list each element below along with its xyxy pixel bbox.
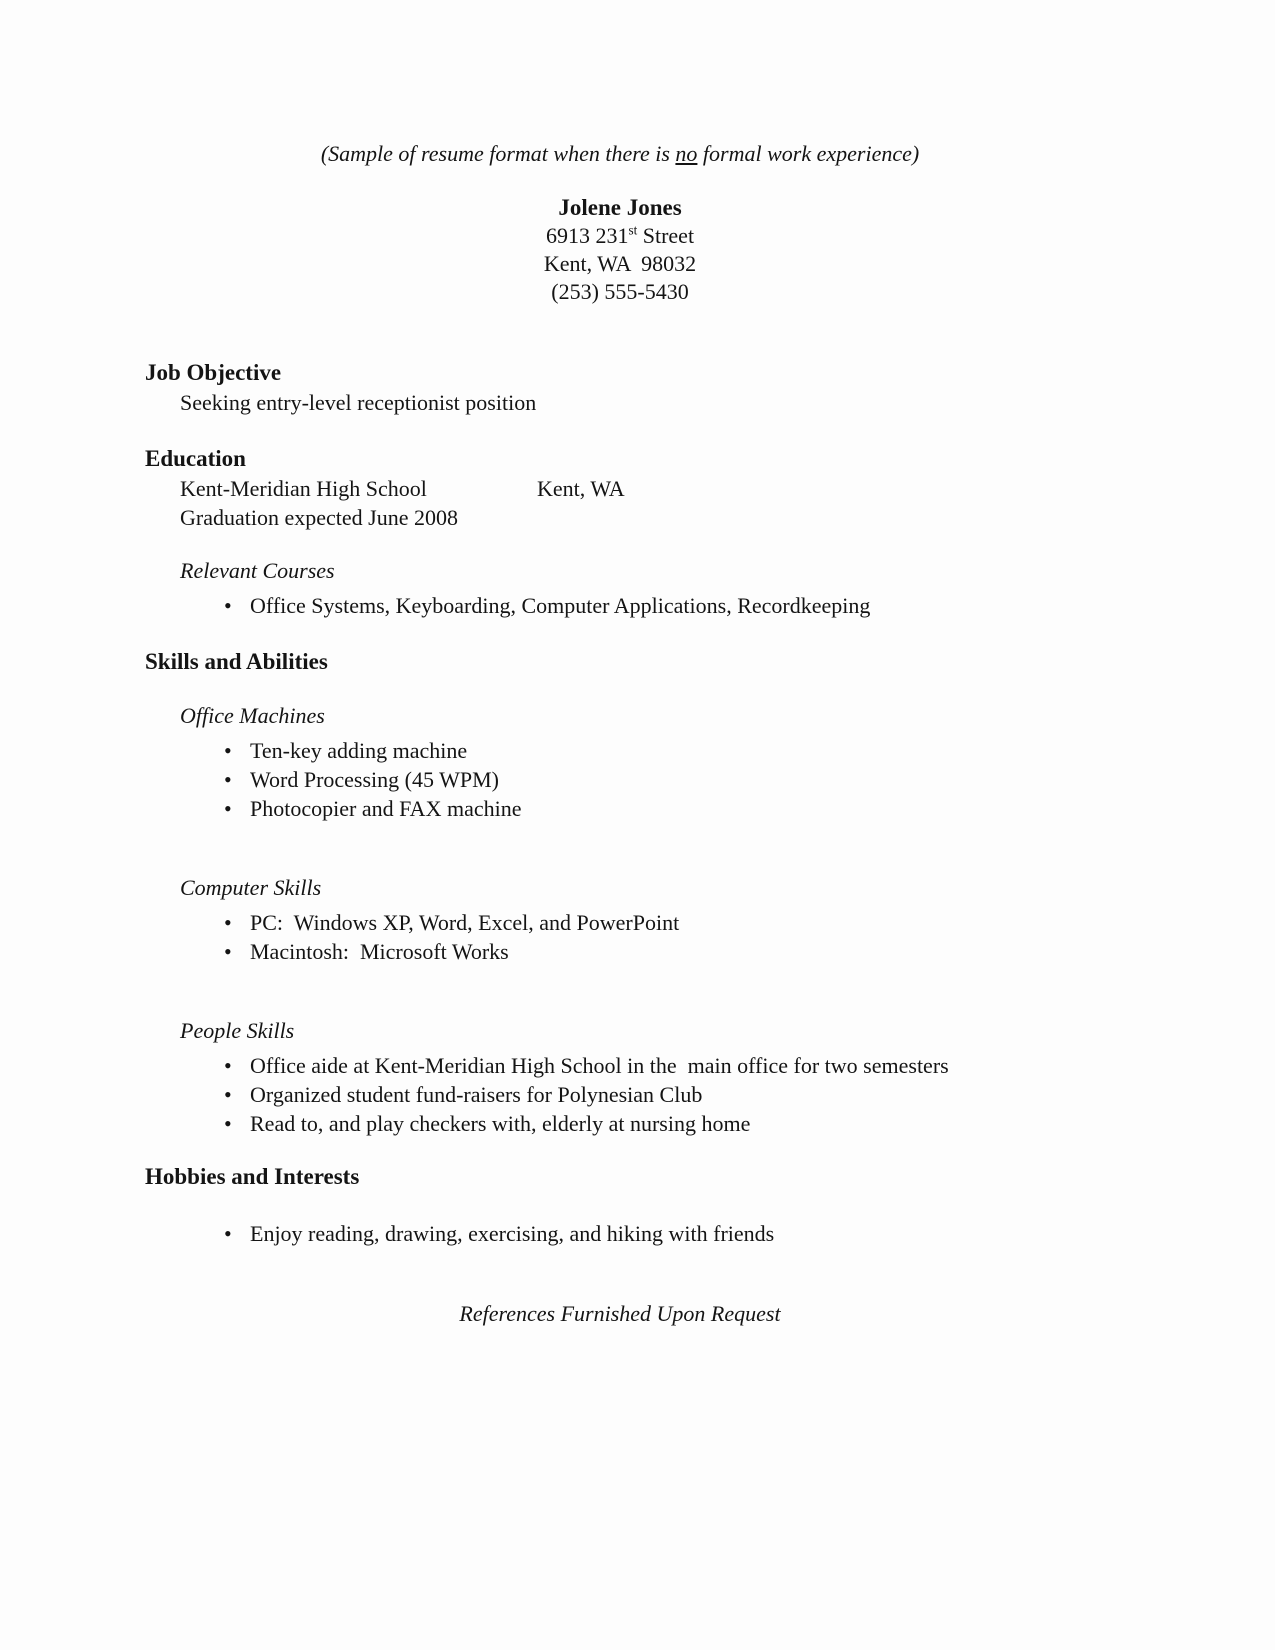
section-hobbies-and-interests [145, 1162, 1095, 1248]
job-objective-heading: Job Objective [145, 360, 282, 385]
candidate-name: Jolene Jones [558, 195, 682, 220]
list-item: • Word Processing (45 WPM) [222, 765, 982, 794]
city-state-zip: Kent, WA 98032 [543, 251, 697, 276]
list-item: • PC: Windows XP, Word, Excel, and PowerPoint [222, 908, 982, 937]
list-item: • Office aide at Kent-Meridian High School in the main office for two semesters [222, 1051, 982, 1080]
people-skills-subheading: People Skills [180, 1018, 295, 1043]
relevant-courses-list [222, 591, 982, 620]
education-school-line [180, 474, 1095, 503]
phone-number: (253) 555-5430 [551, 279, 689, 304]
list-item: • Organized student fund-raisers for Polynesian Club [222, 1080, 982, 1109]
office-machines-subheading: Office Machines [180, 703, 325, 728]
sample-note [145, 140, 1095, 168]
contact-header [145, 194, 1095, 306]
skills-heading: Skills and Abilities [145, 649, 328, 674]
sample-note-prefix: (Sample of resume format when there is [320, 141, 676, 166]
computer-skills-subheading: Computer Skills [180, 875, 322, 900]
list-item: • Ten-key adding machine [222, 736, 982, 765]
section-job-objective [145, 358, 1095, 417]
school-location: Kent, WA [537, 476, 625, 501]
school-name: Kent-Meridian High School [180, 476, 427, 501]
hobbies-heading: Hobbies and Interests [145, 1164, 360, 1189]
section-skills-and-abilities [145, 647, 1095, 1138]
people-skills-list [222, 1051, 982, 1138]
computer-skills-list [222, 908, 982, 966]
list-item: • Macintosh: Microsoft Works [222, 937, 982, 966]
office-machines-list [222, 736, 982, 823]
list-item: • Enjoy reading, drawing, exercising, and hiking with friends [222, 1219, 982, 1248]
street-address [145, 222, 1095, 250]
relevant-courses-subheading: Relevant Courses [180, 558, 335, 583]
street-number: 6913 231 [545, 223, 629, 248]
section-education [145, 444, 1095, 620]
list-item: • Read to, and play checkers with, elderly at nursing home [222, 1109, 982, 1138]
sample-note-underlined-word: no [675, 141, 698, 166]
list-item: • Photocopier and FAX machine [222, 794, 982, 823]
street-ordinal: st [628, 222, 638, 238]
job-objective-text: Seeking entry-level receptionist position [180, 390, 537, 415]
references-note: References Furnished Upon Request [459, 1301, 781, 1326]
street-suffix: Street [637, 223, 695, 248]
education-heading: Education [145, 446, 246, 471]
graduation-line: Graduation expected June 2008 [180, 505, 458, 530]
hobbies-list [222, 1219, 982, 1248]
list-item: • Office Systems, Keyboarding, Computer Applications, Recordkeeping [222, 591, 982, 620]
sample-note-suffix: formal work experience) [697, 141, 920, 166]
